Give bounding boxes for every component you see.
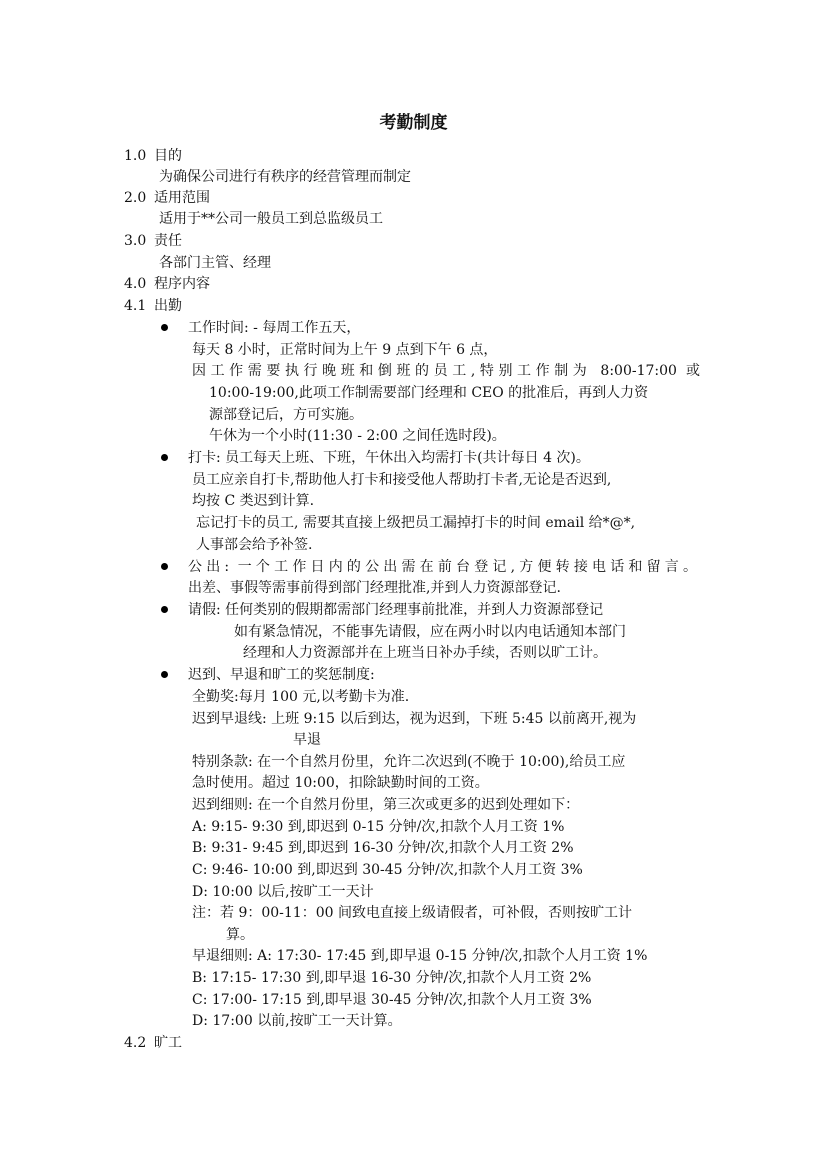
bullet-icon [161, 454, 168, 461]
section-4-heading [124, 274, 210, 294]
section-number: 4.1 [124, 298, 147, 314]
section-title: 责任 [154, 233, 182, 249]
section-1-body: 为确保公司进行有秩序的经营管理而制定 [159, 169, 411, 185]
punch-line: 忘记打卡的员工, 需要其直接上级把员工漏掉打卡的时间 email 给*@*, [196, 515, 636, 531]
rewards-line: D: 10:00 以后,按旷工一天计 [192, 884, 374, 900]
section-number: 2.0 [124, 190, 147, 206]
outing-line: 公出: 一个工作日内的公出需在前台登记,方便转接电话和留言。 [188, 559, 697, 575]
section-3-body: 各部门主管、经理 [159, 255, 271, 271]
rewards-line: B: 17:15- 17:30 到,即早退 16-30 分钟/次,扣款个人月工资 2% [192, 970, 592, 986]
section-4-2-heading [124, 1033, 182, 1053]
section-title: 目的 [154, 148, 182, 164]
punch-line: 员工应亲自打卡,帮助他人打卡和接受他人帮助打卡者,无论是否迟到, [192, 472, 612, 488]
worktime-line: 源部登记后，方可实施。 [209, 407, 363, 423]
rewards-line: 早退 [293, 732, 321, 748]
punch-line: 均按 C 类迟到计算. [192, 493, 315, 509]
section-title: 适用范围 [154, 190, 210, 206]
section-title: 旷工 [154, 1035, 182, 1051]
rewards-line: 注：若 9：00-11：00 间致电直接上级请假者，可补假，否则按旷工计 [192, 905, 632, 921]
outing-line: 出差、事假等需事前得到部门经理批准,并到人力资源部登记. [188, 580, 561, 596]
rewards-line: C: 17:00- 17:15 到,即早退 30-45 分钟/次,扣款个人月工资 3% [192, 992, 592, 1008]
rewards-line: 迟到早退线: 上班 9:15 以后到达，视为迟到，下班 5:45 以前离开,视为 [192, 711, 637, 727]
rewards-line: B: 9:31- 9:45 到,即迟到 16-30 分钟/次,扣款个人月工资 2% [192, 840, 574, 856]
worktime-line: 每天 8 小时，正常时间为上午 9 点到下午 6 点， [192, 342, 498, 358]
bullet-icon [161, 324, 168, 331]
worktime-line: 10:00-19:00,此项工作制需要部门经理和 CEO 的批准后，再到人力资 [209, 385, 649, 401]
leave-line: 如有紧急情况，不能事先请假，应在两小时以内电话通知本部门 [234, 624, 626, 640]
punch-line: 人事部会给予补签. [196, 537, 313, 553]
section-number: 3.0 [124, 233, 147, 249]
section-title: 程序内容 [154, 276, 210, 292]
leave-line: 经理和人力资源部并在上班当日补办手续，否则以旷工计。 [243, 645, 607, 661]
rewards-line: 急时使用。超过 10:00，扣除缺勤时间的工资。 [192, 775, 489, 791]
rewards-line: C: 9:46- 10:00 到,即迟到 30-45 分钟/次,扣款个人月工资 3% [192, 862, 583, 878]
worktime-line: 工作时间: - 每周工作五天， [188, 320, 361, 336]
rewards-line: 特别条款: 在一个自然月份里，允许二次迟到(不晚于 10:00),给员工应 [192, 754, 626, 770]
rewards-line: 全勤奖:每月 100 元,以考勤卡为准. [192, 689, 410, 705]
rewards-line: D: 17:00 以前,按旷工一天计算。 [192, 1013, 402, 1029]
bullet-icon [161, 563, 168, 570]
worktime-line: 午休为一个小时(11:30 - 2:00 之间任选时段)。 [209, 428, 506, 444]
section-4-1-heading [124, 296, 182, 316]
section-number: 4.2 [124, 1035, 147, 1051]
rewards-line: A: 9:15- 9:30 到,即迟到 0-15 分钟/次,扣款个人月工资 1% [192, 819, 565, 835]
leave-line: 请假: 任何类别的假期都需部门经理事前批准，并到人力资源部登记 [188, 602, 604, 618]
page-title: 考勤制度 [379, 113, 448, 133]
bullet-icon [161, 606, 168, 613]
section-2-heading [124, 188, 210, 208]
section-title: 出勤 [154, 298, 182, 314]
rewards-line: 迟到细则: 在一个自然月份里，第三次或更多的迟到处理如下： [192, 797, 580, 813]
punch-line: 打卡: 员工每天上班、下班，午休出入均需打卡(共计每日 4 次)。 [188, 450, 590, 466]
rewards-line: 迟到、早退和旷工的奖惩制度: [188, 667, 375, 683]
rewards-line: 早退细则: A: 17:30- 17:45 到,即早退 0-15 分钟/次,扣款个人月工资 1% [192, 948, 648, 964]
worktime-line: 因工作需要执行晚班和倒班的员工,特别工作制为 8:00-17:00 或 [192, 363, 700, 379]
section-2-body: 适用于**公司一般员工到总监级员工 [159, 211, 383, 227]
section-1-heading [124, 146, 182, 166]
section-3-heading [124, 231, 182, 251]
section-number: 1.0 [124, 148, 147, 164]
section-number: 4.0 [124, 276, 147, 292]
rewards-line: 算。 [226, 927, 254, 943]
bullet-icon [161, 671, 168, 678]
